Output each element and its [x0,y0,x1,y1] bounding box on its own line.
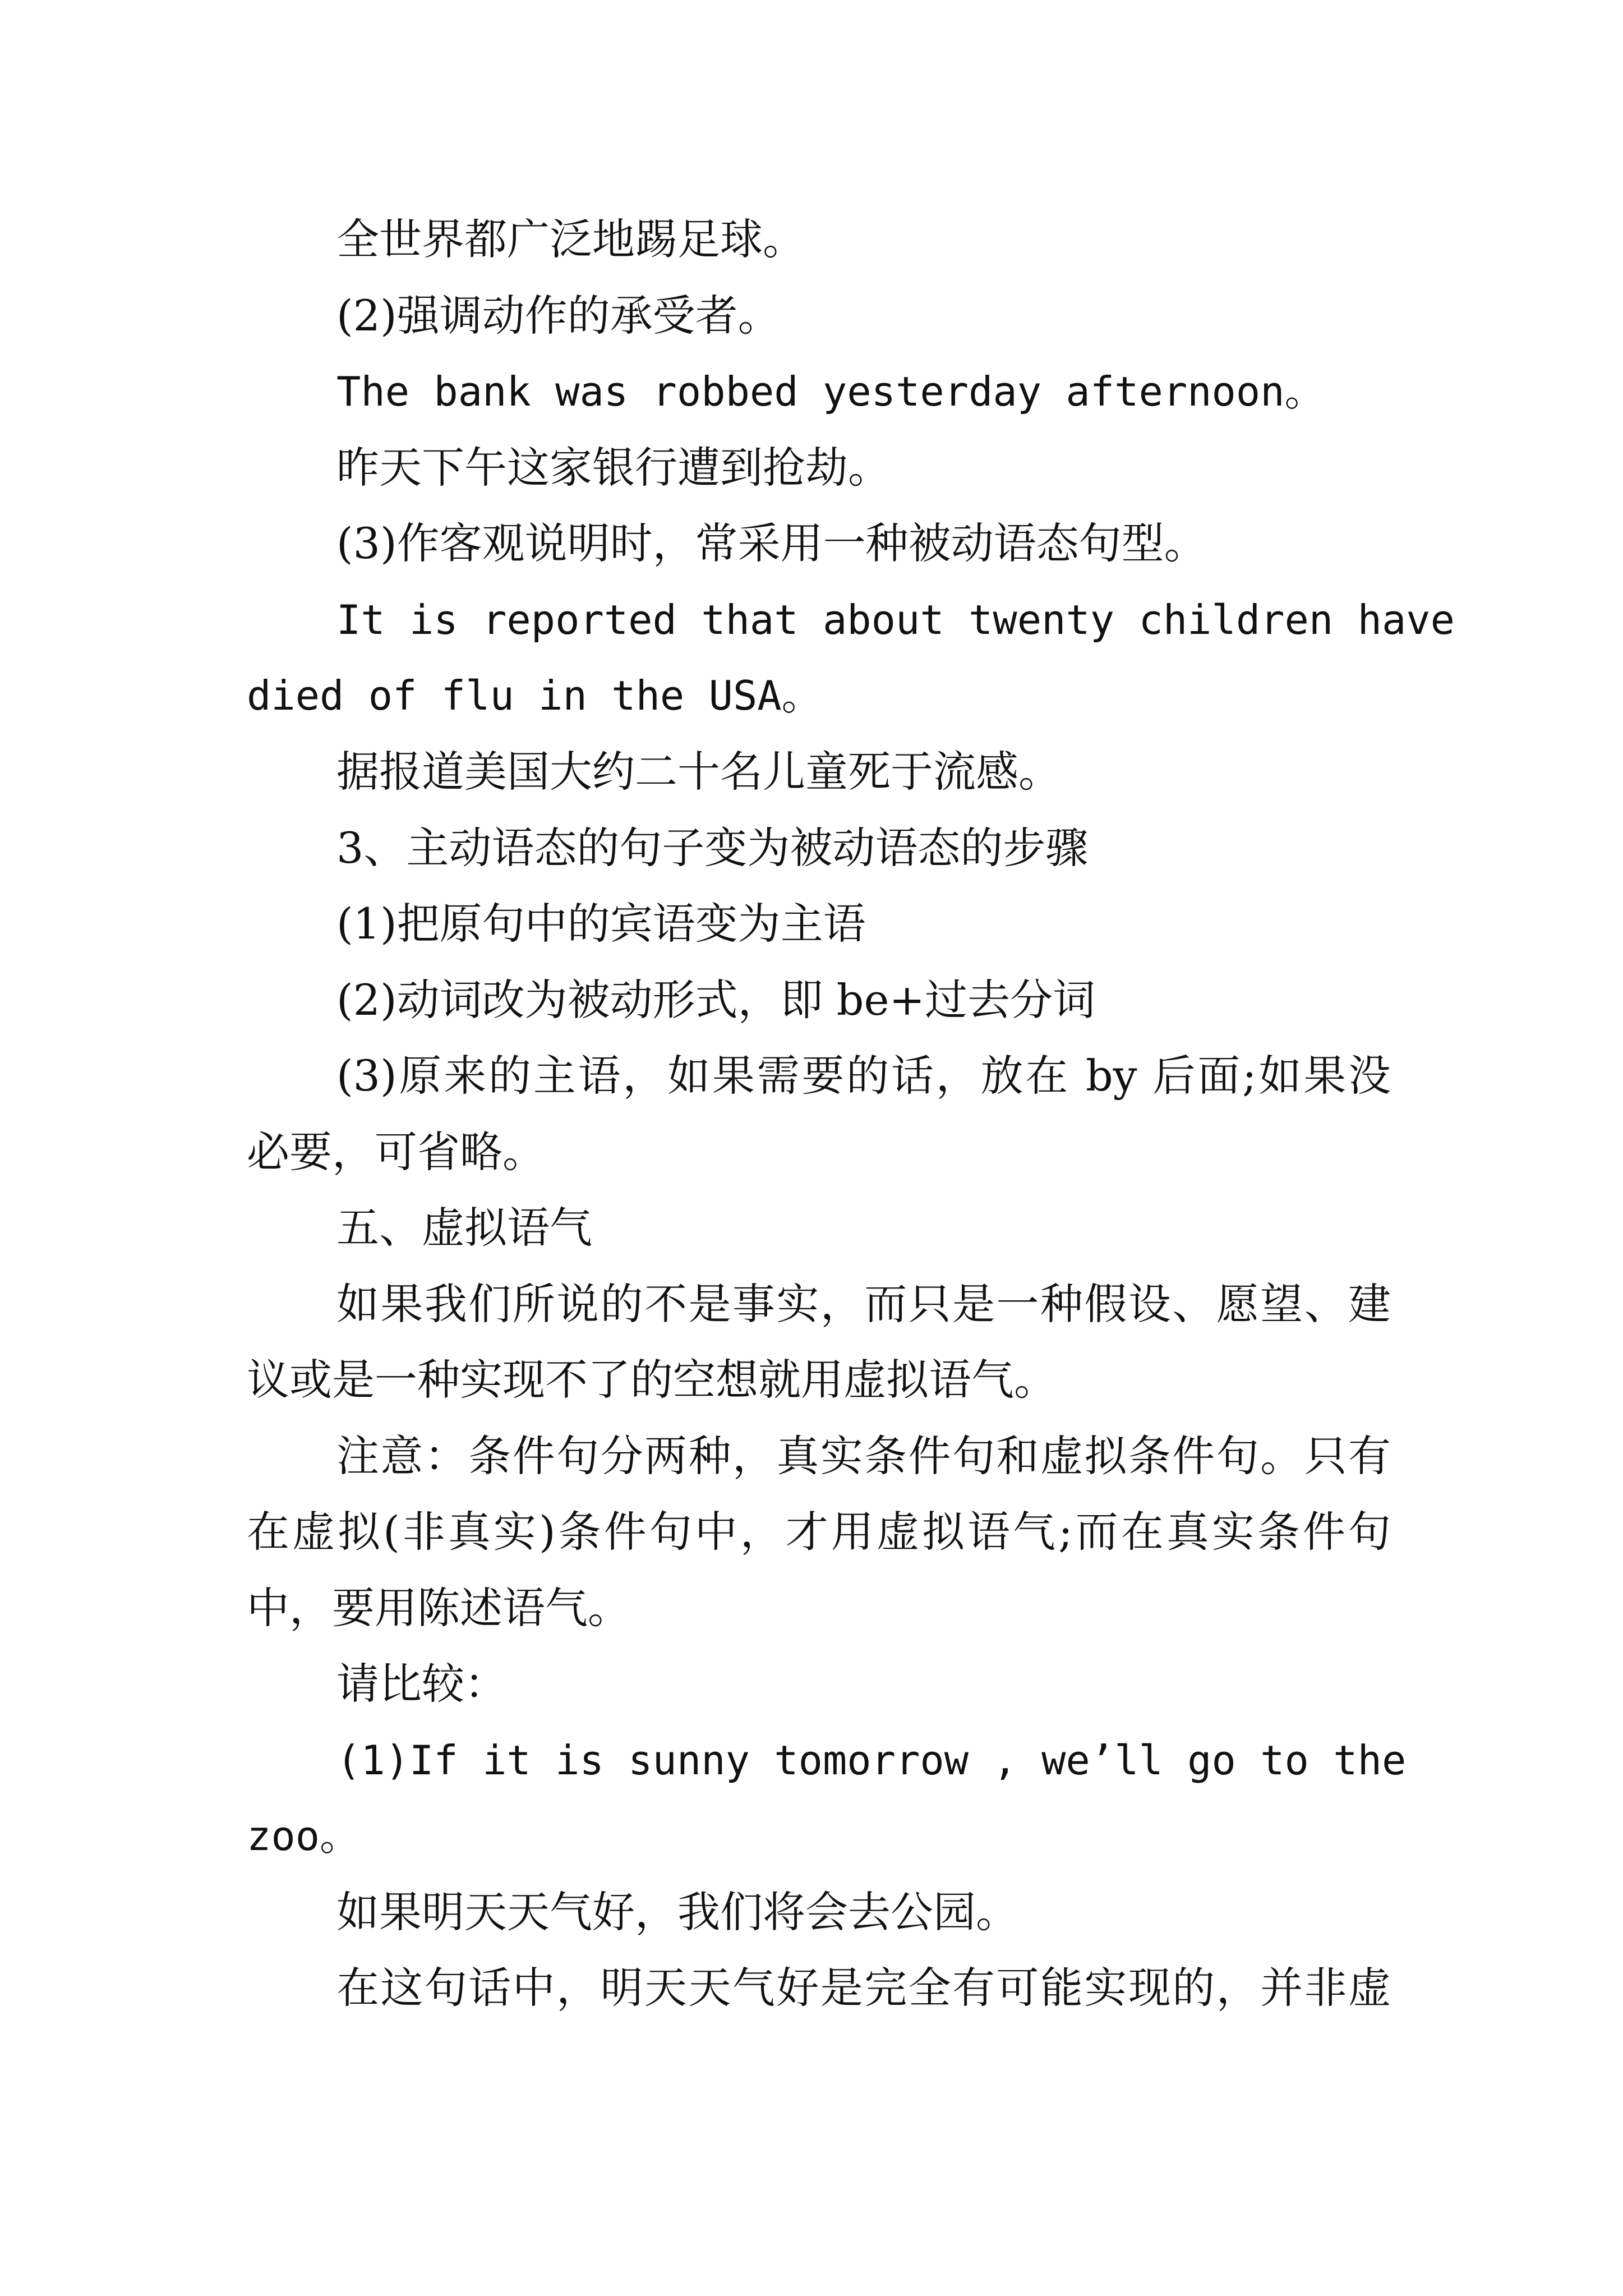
paragraph-line: (1)If it is sunny tomorrow , we’ll go to the [336,1737,1407,1784]
paragraph-line: The bank was robbed yesterday afternoon。 [336,368,1325,415]
paragraph-line: 必要，可省略。 [247,1127,545,1177]
paragraph-line: 如果我们所说的不是事实，而只是一种假设、愿望、建 [336,1279,1391,1329]
paragraph-line: 请比较： [336,1659,507,1709]
paragraph-line: 在这句话中，明天天气好是完全有可能实现的，并非虚 [336,1963,1391,2013]
paragraph-line: (2)动词改为被动形式，即 be+过去分词 [336,975,1096,1025]
paragraph-line: 中，要用陈述语气。 [247,1583,630,1633]
section-heading: 3、主动语态的句子变为被动语态的步骤 [336,823,1089,873]
paragraph-line: 注意：条件句分两种，真实条件句和虚拟条件句。只有 [336,1431,1391,1481]
paragraph-line: It is reported that about twenty children have [336,596,1455,643]
paragraph-line: (3)作客观说明时，常采用一种被动语态句型。 [336,518,1207,568]
paragraph-line: died of flu in the USA。 [247,672,822,719]
paragraph-line: 据报道美国大约二十名儿童死于流感。 [336,747,1061,797]
paragraph-line: 如果明天天气好，我们将会去公园。 [336,1887,1018,1937]
paragraph-line: 议或是一种实现不了的空想就用虚拟语气。 [247,1355,1057,1405]
paragraph-line: 昨天下午这家银行遭到抢劫。 [336,443,891,493]
paragraph-line: 在虚拟(非真实)条件句中，才用虚拟语气;而在真实条件句 [247,1507,1391,1557]
paragraph-line: (1)把原句中的宾语变为主语 [336,899,866,949]
section-heading: 五、虚拟语气 [336,1203,592,1253]
paragraph-line: (2)强调动作的承受者。 [336,291,781,341]
paragraph-line: zoo。 [247,1812,361,1860]
paragraph-line: 全世界都广泛地踢足球。 [336,214,805,264]
paragraph-line: (3)原来的主语，如果需要的话，放在 by 后面;如果没 [336,1051,1391,1101]
